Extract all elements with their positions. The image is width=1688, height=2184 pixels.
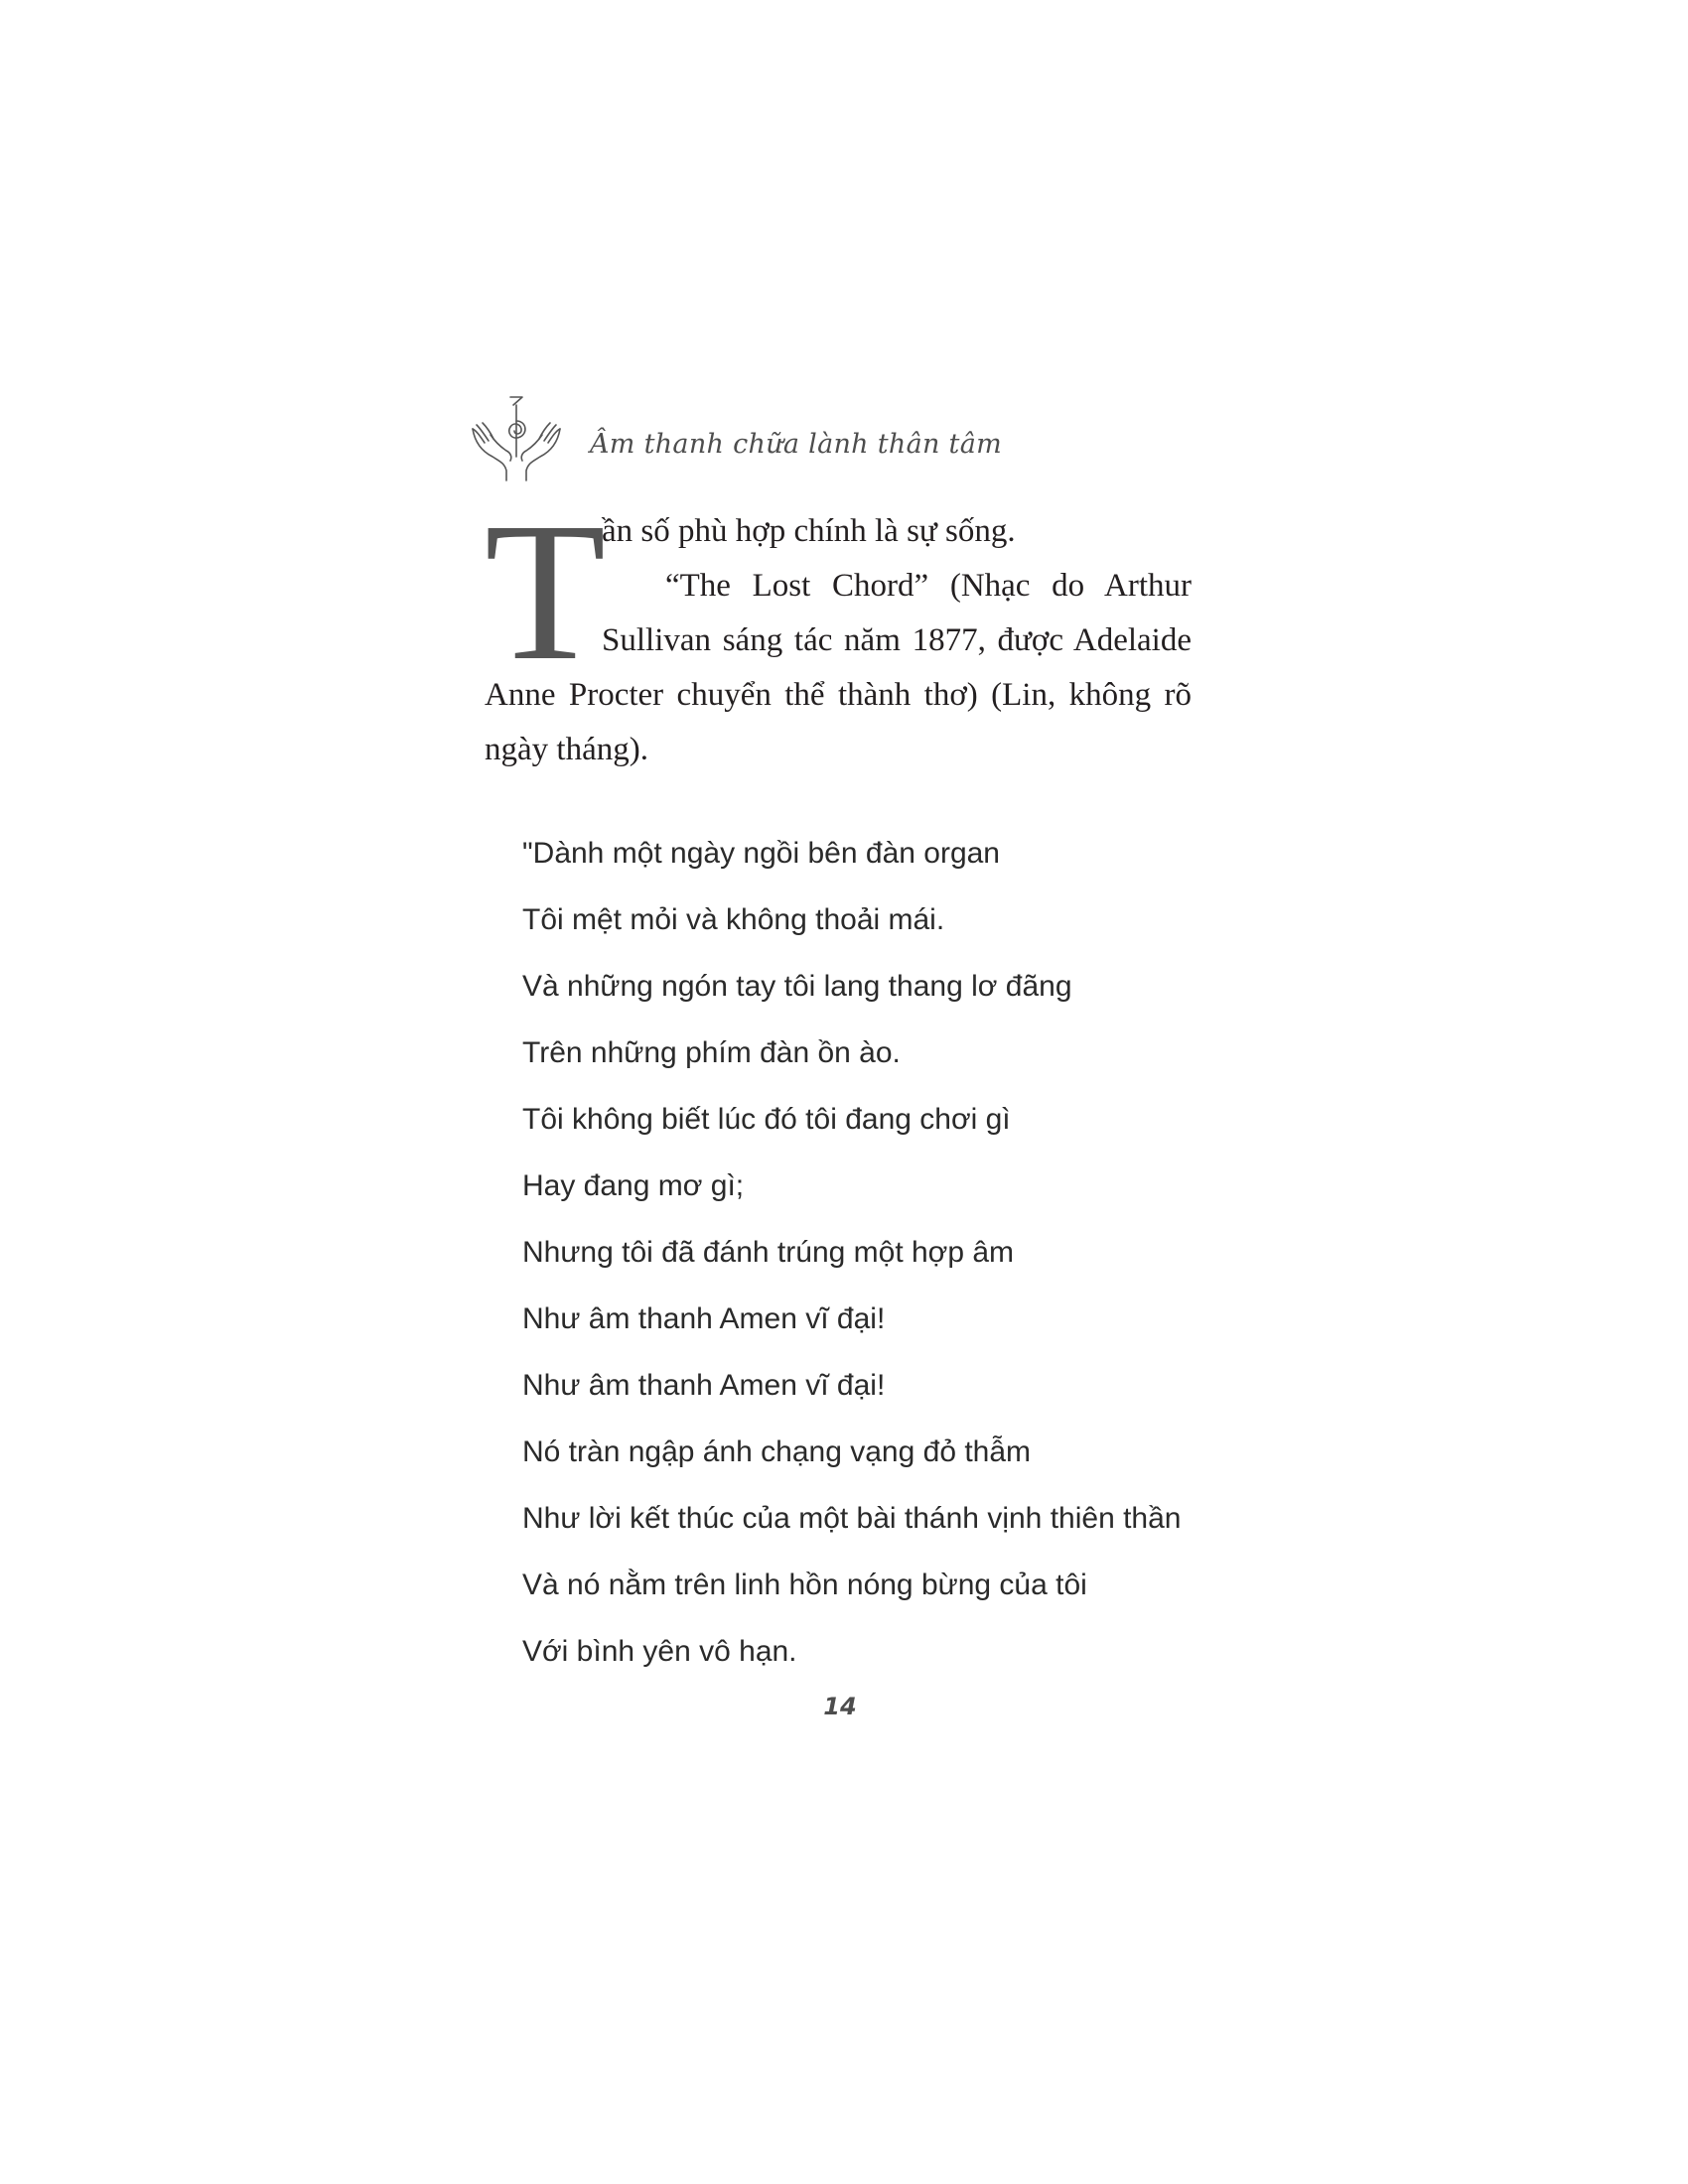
running-title: Âm thanh chữa lành thân tâm [590,428,1003,460]
poem-block [522,820,1217,1685]
drop-cap: T [485,482,607,702]
body-text [485,482,1192,777]
poem-line: Trên những phím đàn ồn ào. [522,1036,901,1069]
poem-line: Và những ngón tay tôi lang thang lơ đãng [522,970,1072,1003]
poem-line: "Dành một ngày ngồi bên đàn organ [522,837,1000,870]
poem-line: Và nó nằm trên linh hồn nóng bừng của tôi [522,1569,1087,1601]
poem-line: Như âm thanh Amen vĩ đại! [522,1369,886,1402]
poem-line: Tôi không biết lúc đó tôi đang chơi gì [522,1103,1011,1136]
poem-line: Hay đang mơ gì; [522,1169,745,1202]
running-header [467,392,1002,481]
poem-line: Nó tràn ngập ánh chạng vạng đỏ thẫm [522,1435,1032,1468]
page-number: 14 [823,1693,857,1720]
poem-line: Với bình yên vô hạn. [522,1635,797,1668]
hands-spiral-emblem-icon [467,391,566,482]
song-citation-paragraph: “The Lost Chord” (Nhạc do Arthur Sullivan sáng tác năm 1877, được Adelaide Anne Procter chuyển thể thành thơ) (Lin, không rõ ngày tháng). [485,568,1192,767]
poem-line: Như âm thanh Amen vĩ đại! [522,1302,886,1335]
poem-line: Như lời kết thúc của một bài thánh vịnh thiên thần [522,1502,1182,1535]
poem-line: Tôi mệt mỏi và không thoải mái. [522,903,945,936]
opening-sentence: ần số phù hợp chính là sự sống. [602,513,1016,549]
poem-line: Nhưng tôi đã đánh trúng một hợp âm [522,1236,1015,1269]
